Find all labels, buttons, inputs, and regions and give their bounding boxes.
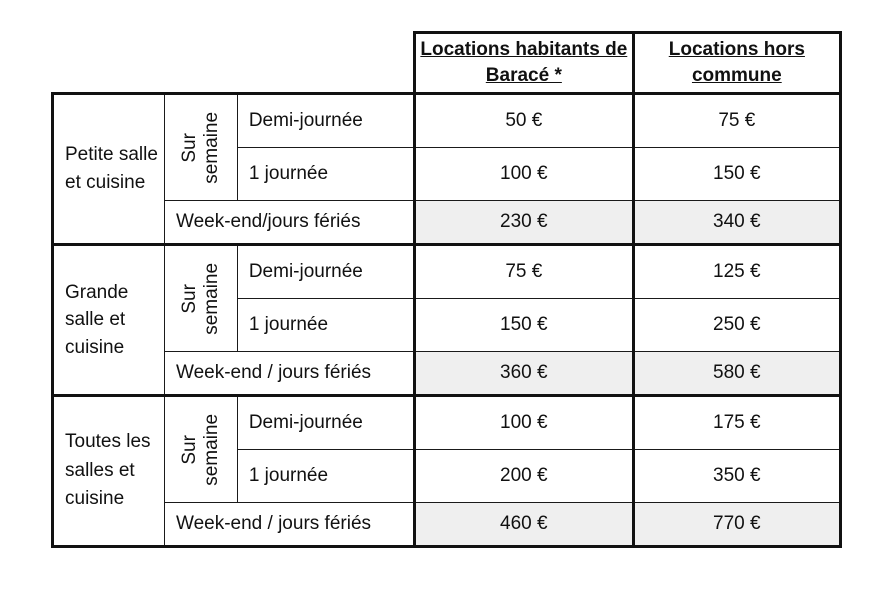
room-name: Toutes les salles et cuisine — [53, 396, 165, 547]
table-row — [53, 245, 841, 299]
weekend-label: Week-end / jours fériés — [165, 503, 415, 547]
duration-label: Demi-journée — [237, 245, 414, 299]
table-row — [53, 352, 841, 396]
duration-label: 1 journée — [237, 299, 414, 352]
header-blank-cell — [53, 33, 415, 94]
duration-label: Demi-journée — [237, 396, 414, 450]
duration-label: Demi-journée — [237, 94, 414, 148]
price-outside: 175 € — [633, 396, 840, 450]
weekday-label: Sur semaine — [165, 396, 238, 503]
duration-label: 1 journée — [237, 450, 414, 503]
price-residents: 75 € — [414, 245, 633, 299]
weekday-label: Sur semaine — [165, 245, 238, 352]
price-residents: 100 € — [414, 148, 633, 201]
price-outside: 580 € — [633, 352, 840, 396]
table-row — [53, 503, 841, 547]
price-residents: 200 € — [414, 450, 633, 503]
price-residents: 100 € — [414, 396, 633, 450]
weekend-label: Week-end/jours fériés — [165, 201, 415, 245]
weekday-label: Sur semaine — [165, 94, 238, 201]
header-residents: Locations habitants de Baracé * — [414, 33, 633, 94]
price-residents: 360 € — [414, 352, 633, 396]
header-row — [53, 33, 841, 94]
header-outside: Locations hors commune — [633, 33, 840, 94]
price-outside: 350 € — [633, 450, 840, 503]
price-outside: 150 € — [633, 148, 840, 201]
weekend-label: Week-end / jours fériés — [165, 352, 415, 396]
price-residents: 460 € — [414, 503, 633, 547]
room-name: Grande salle et cuisine — [53, 245, 165, 396]
room-name: Petite salle et cuisine — [53, 94, 165, 245]
table-row — [53, 396, 841, 450]
price-outside: 250 € — [633, 299, 840, 352]
price-residents: 230 € — [414, 201, 633, 245]
price-residents: 50 € — [414, 94, 633, 148]
price-outside: 75 € — [633, 94, 840, 148]
duration-label: 1 journée — [237, 148, 414, 201]
price-table — [51, 31, 842, 548]
price-residents: 150 € — [414, 299, 633, 352]
price-outside: 340 € — [633, 201, 840, 245]
price-outside: 770 € — [633, 503, 840, 547]
table-row — [53, 94, 841, 148]
table-row — [53, 201, 841, 245]
price-outside: 125 € — [633, 245, 840, 299]
